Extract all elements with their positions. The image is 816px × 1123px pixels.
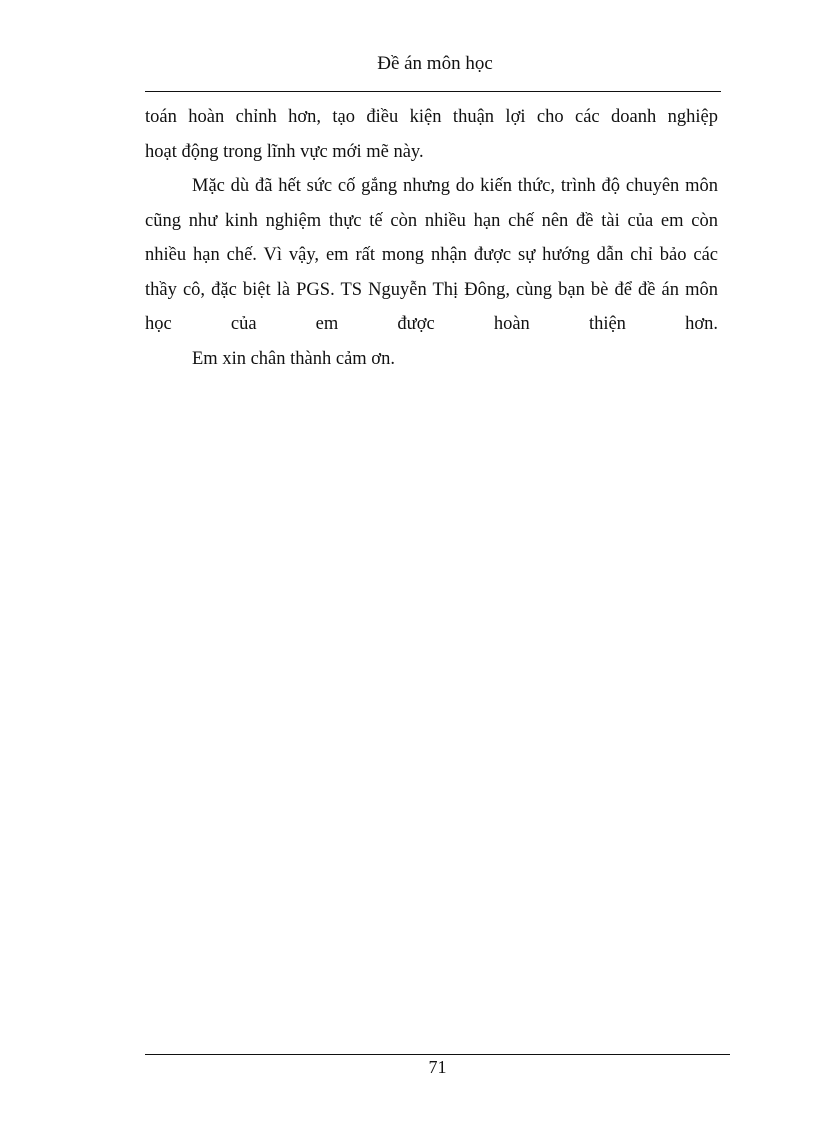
body-line: thầy cô, đặc biệt là PGS. TS Nguyễn Thị Đông, cùng bạn bè để đề án môn <box>145 279 718 300</box>
body-line: hoạt động trong lĩnh vực mới mẽ này. <box>145 141 424 162</box>
body-line: cũng như kinh nghiệm thực tế còn nhiều hạn chế nên đề tài của em còn <box>145 210 718 231</box>
footer-divider <box>145 1054 730 1055</box>
document-body <box>145 100 718 376</box>
page-header-title: Đề án môn học <box>377 53 493 74</box>
body-line: Mặc dù đã hết sức cố gắng nhưng do kiến thức, trình độ chuyên môn <box>192 176 718 196</box>
page-number: 71 <box>428 1057 447 1077</box>
header-divider <box>145 91 721 92</box>
body-line: toán hoàn chỉnh hơn, tạo điều kiện thuận lợi cho các doanh nghiệp <box>145 107 718 127</box>
body-line: nhiều hạn chế. Vì vậy, em rất mong nhận được sự hướng dẫn chỉ bảo các <box>145 245 718 265</box>
body-line: học của em được hoàn thiện hơn. <box>145 314 718 334</box>
body-line: Em xin chân thành cảm ơn. <box>192 348 395 369</box>
